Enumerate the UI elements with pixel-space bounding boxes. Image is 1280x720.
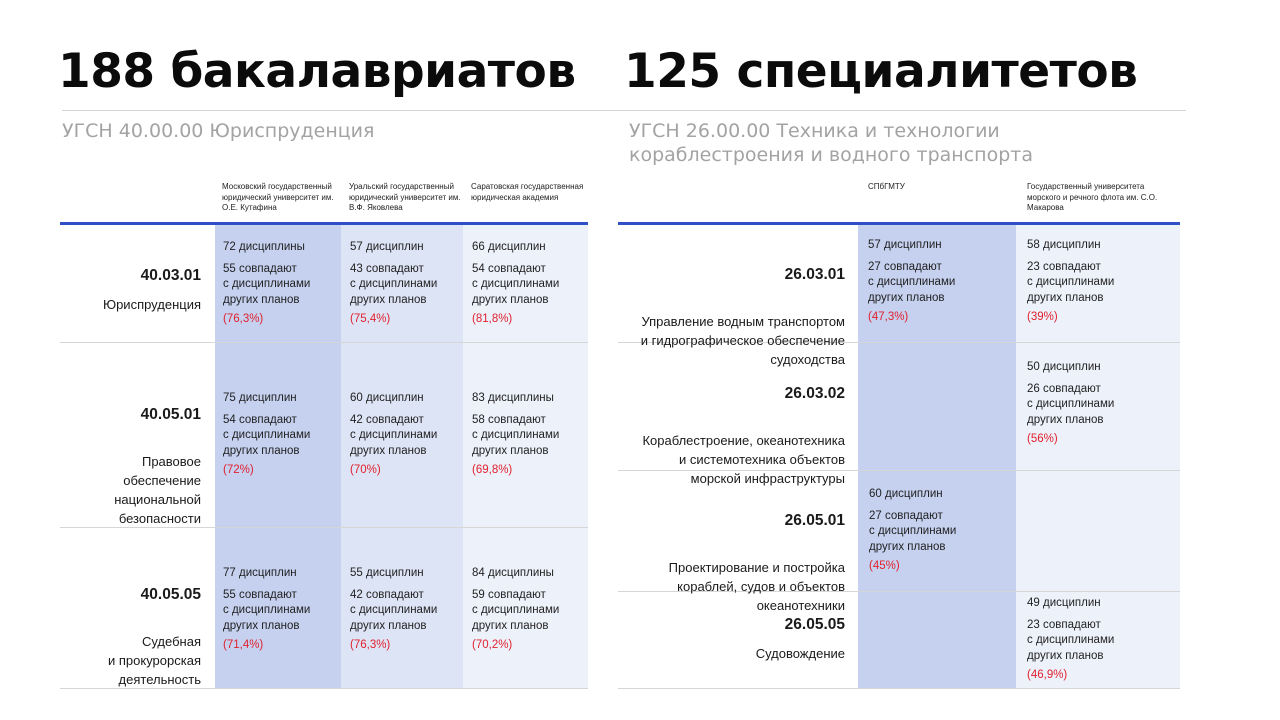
right-university-2: Государственный университета морского и речного флота им. С.О. Макарова: [1027, 182, 1158, 212]
discipline-count: 60 дисциплин: [350, 392, 424, 404]
program-label: [60, 388, 201, 546]
discipline-count: 60 дисциплин: [869, 488, 943, 500]
program-code: 26.05.05: [784, 616, 845, 633]
program-label: [618, 494, 845, 633]
match-text: 26 совпадают с дисциплинами других планов: [1027, 382, 1115, 426]
match-percent: (56%): [1027, 433, 1058, 445]
discipline-count: 84 дисциплины: [472, 567, 554, 579]
right-university-1: СПбГМТУ: [868, 182, 905, 191]
match-percent: (76,3%): [350, 639, 391, 651]
right-ugsn: УГСН 26.00.00 Техника и технологии кораблестроения и водного транспорта: [629, 120, 1033, 166]
match-percent: (39%): [1027, 311, 1058, 323]
right-row-divider: [618, 688, 1180, 689]
stats-cell: [1027, 360, 1167, 448]
stats-cell: [350, 391, 462, 479]
program-code: 40.05.05: [140, 586, 201, 603]
stats-cell: [350, 566, 462, 654]
program-code: 40.05.01: [140, 406, 201, 423]
discipline-count: 50 дисциплин: [1027, 361, 1101, 373]
program-name: Юриспруденция: [102, 297, 201, 312]
program-name: Кораблестроение, океанотехника и системотехника объектов морской инфраструктуры: [642, 433, 845, 486]
match-text: 54 совпадают с дисциплинами других планов: [223, 413, 311, 457]
left-university-1: Московский государственный юридический университет им. О.Е. Кутафина: [222, 182, 334, 212]
match-percent: (75,4%): [350, 313, 391, 325]
match-percent: (45%): [869, 560, 900, 572]
stats-cell: [223, 391, 339, 479]
right-header-bar: [618, 222, 1180, 225]
stats-cell: [350, 240, 462, 328]
stats-cell: [223, 566, 339, 654]
match-text: 42 совпадают с дисциплинами других планов: [350, 588, 438, 632]
discipline-count: 72 дисциплины: [223, 241, 305, 253]
discipline-count: 49 дисциплин: [1027, 597, 1101, 609]
match-text: 43 совпадают с дисциплинами других планов: [350, 262, 438, 306]
program-label: [618, 616, 845, 663]
match-text: 54 совпадают с дисциплинами других планов: [472, 262, 560, 306]
stats-cell: [869, 487, 1009, 575]
program-name: Правовое обеспечение национальной безопасности: [114, 454, 201, 526]
match-percent: (47,3%): [868, 311, 909, 323]
match-text: 23 совпадают с дисциплинами других планов: [1027, 260, 1115, 304]
discipline-count: 66 дисциплин: [472, 241, 546, 253]
match-percent: (69,8%): [472, 464, 513, 476]
match-percent: (70%): [350, 464, 381, 476]
left-header-bar: [60, 222, 588, 225]
program-code: 26.03.01: [784, 266, 845, 283]
match-text: 58 совпадают с дисциплинами других планов: [472, 413, 560, 457]
left-university-3: Саратовская государственная юридическая академия: [471, 182, 584, 202]
discipline-count: 58 дисциплин: [1027, 239, 1101, 251]
program-name: Судовождение: [755, 646, 845, 661]
stats-cell: [1027, 596, 1167, 684]
program-label: [60, 267, 201, 314]
program-name: Проектирование и постройка кораблей, судов и объектов океанотехники: [668, 560, 845, 613]
program-code: 40.03.01: [140, 267, 201, 284]
match-text: 55 совпадают с дисциплинами других планов: [223, 262, 311, 306]
stats-cell: [868, 238, 1008, 326]
discipline-count: 75 дисциплин: [223, 392, 297, 404]
match-text: 55 совпадают с дисциплинами других планов: [223, 588, 311, 632]
program-code: 26.05.01: [784, 512, 845, 529]
match-percent: (46,9%): [1027, 669, 1068, 681]
match-percent: (71,4%): [223, 639, 264, 651]
match-percent: (81,8%): [472, 313, 513, 325]
program-label: [60, 568, 201, 707]
discipline-count: 77 дисциплин: [223, 567, 297, 579]
left-row-divider: [60, 342, 588, 343]
discipline-count: 57 дисциплин: [350, 241, 424, 253]
discipline-count: 55 дисциплин: [350, 567, 424, 579]
match-percent: (70,2%): [472, 639, 513, 651]
match-text: 23 совпадают с дисциплинами других планов: [1027, 618, 1115, 662]
right-heading: 125 специалитетов: [624, 44, 1138, 99]
program-label: [618, 367, 845, 506]
stats-cell: [223, 240, 339, 328]
match-text: 27 совпадают с дисциплинами других планов: [868, 260, 956, 304]
discipline-count: 83 дисциплины: [472, 392, 554, 404]
stats-cell: [472, 391, 586, 479]
match-percent: (72%): [223, 464, 254, 476]
stats-cell: [1027, 238, 1167, 326]
left-ugsn: УГСН 40.00.00 Юриспруденция: [62, 120, 375, 142]
match-text: 27 совпадают с дисциплинами других планов: [869, 509, 957, 553]
match-text: 59 совпадают с дисциплинами других планов: [472, 588, 560, 632]
program-name: Судебная и прокурорская деятельность: [108, 634, 201, 687]
discipline-count: 57 дисциплин: [868, 239, 942, 251]
program-code: 26.03.02: [784, 385, 845, 402]
title-divider: [62, 110, 1186, 111]
program-name: Управление водным транспортом и гидрографическое обеспечение судоходства: [640, 314, 845, 367]
stats-cell: [472, 240, 586, 328]
stats-cell: [472, 566, 586, 654]
left-university-2: Уральский государственный юридический университет им. В.Ф. Яковлева: [349, 182, 461, 212]
left-heading: 188 бакалавриатов: [58, 44, 576, 99]
match-text: 42 совпадают с дисциплинами других планов: [350, 413, 438, 457]
match-percent: (76,3%): [223, 313, 264, 325]
